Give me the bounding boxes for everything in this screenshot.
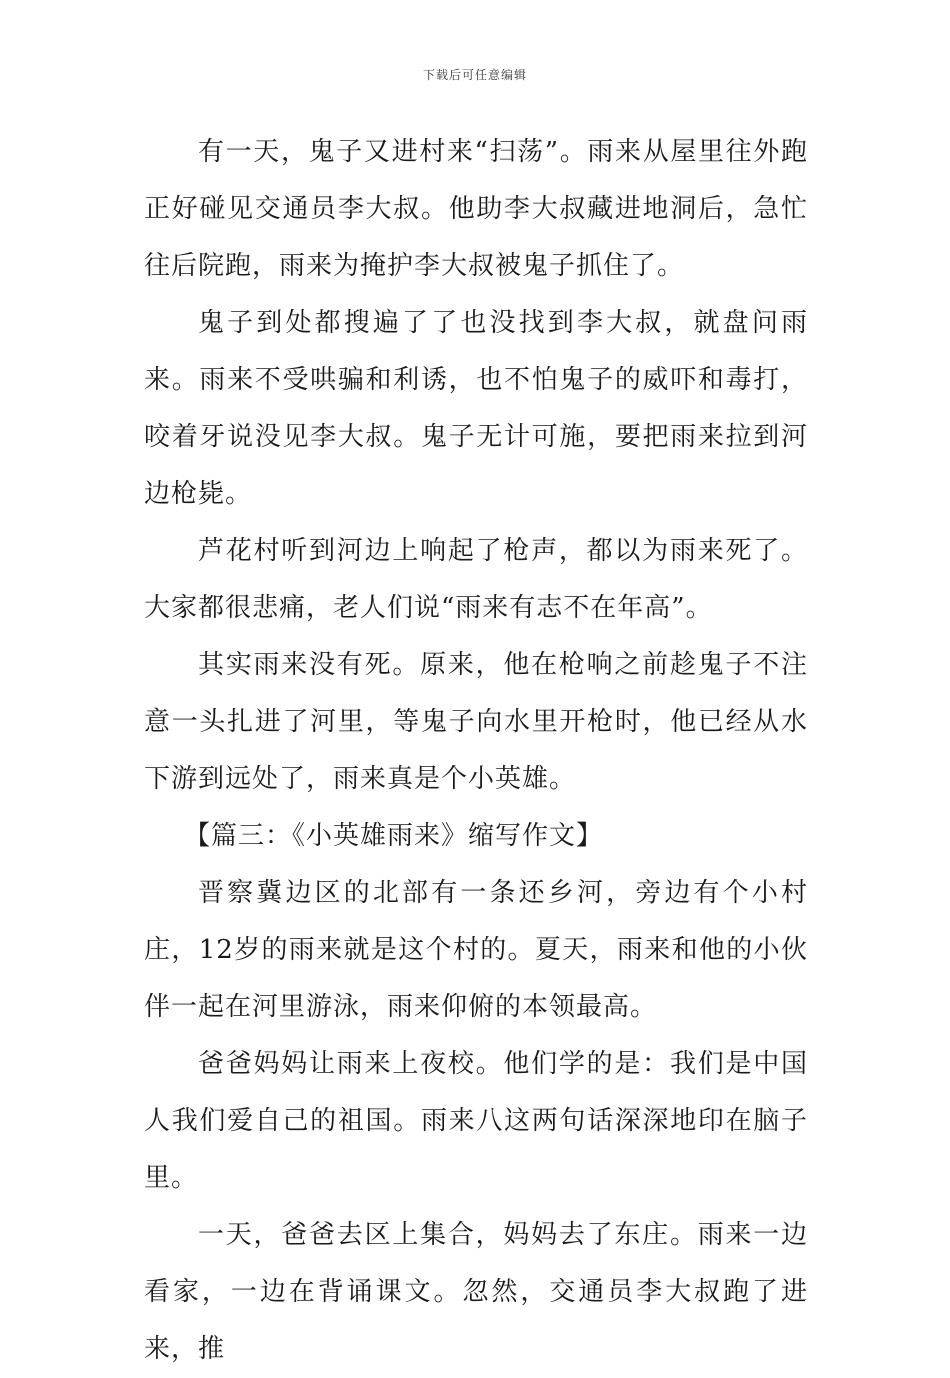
section-heading: 【篇三：《小英雄雨来》缩写作文】 — [184, 821, 604, 851]
paragraph: 晋察冀边区的北部有一条还乡河，旁边有个小村庄，12岁的雨来就是这个村的。夏天，雨来和他的小伙伴一起在河里游泳，雨来仰俯的本领最高。 — [144, 878, 808, 1022]
paragraph: 爸爸妈妈让雨来上夜校。他们学的是：我们是中国人我们爱自己的祖国。雨来八这两句话深深地印在脑子里。 — [144, 1049, 808, 1193]
paragraph: 鬼子到处都搜遍了了也没找到李大叔，就盘问雨来。雨来不受哄骗和利诱，也不怕鬼子的威吓和毒打，咬着牙说没见李大叔。鬼子无计可施，要把雨来拉到河边枪毙。 — [144, 308, 808, 509]
document-body — [144, 124, 808, 1378]
paragraph: 其实雨来没有死。原来，他在枪响之前趁鬼子不注意一头扎进了河里，等鬼子向水里开枪时，他已经从水下游到远处了，雨来真是个小英雄。 — [144, 650, 808, 794]
paragraph: 芦花村听到河边上响起了枪声，都以为雨来死了。大家都很悲痛，老人们说“雨来有志不在年高”。 — [144, 536, 808, 623]
paragraph: 一天，爸爸去区上集合，妈妈去了东庄。雨来一边看家，一边在背诵课文。忽然，交通员李大叔跑了进来，推 — [144, 1220, 808, 1364]
header-note: 下载后可任意编辑 — [422, 68, 527, 82]
paragraph: 有一天，鬼子又进村来“扫荡”。雨来从屋里往外跑正好碰见交通员李大叔。他助李大叔藏进地洞后，急忙往后院跑，雨来为掩护李大叔被鬼子抓住了。 — [144, 137, 808, 281]
